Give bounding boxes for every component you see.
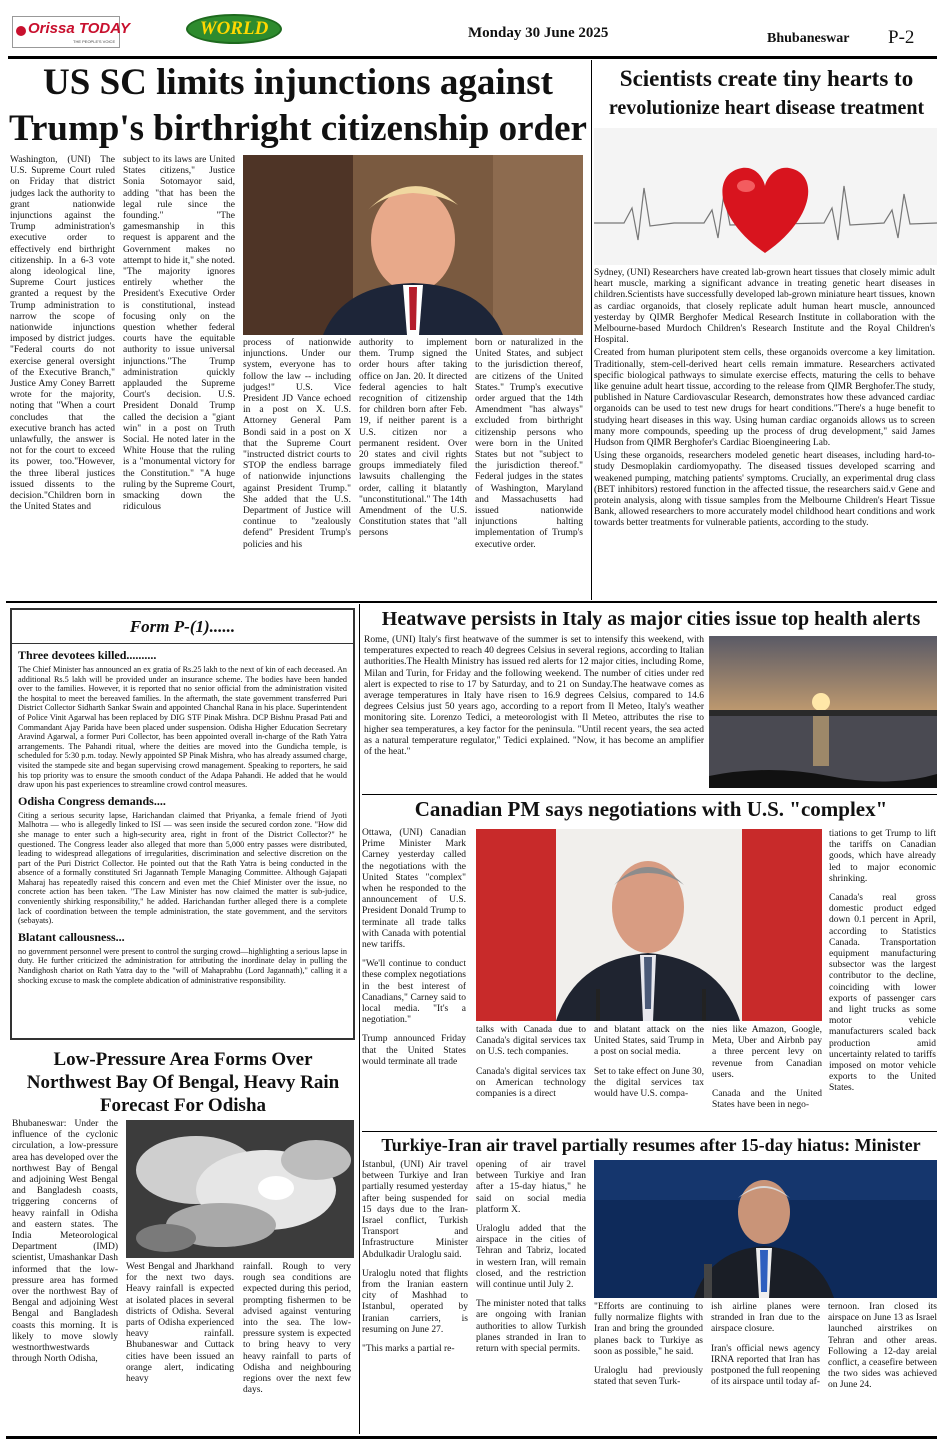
turkiye-column-3 [594,1302,703,1432]
heart-paragraph-2: Created from human pluripotent stem cells, these organoids overcome a key limitation. Traditionally, stem-cell-derived heart cells remain immature. Researchers activated specific biological pathways to simulate exercise effects, maturing the cells to behave like genuine adult heart tissue, according to the release from QIMR Berghofer.The study, published in Nature Cardiovascular Research, demonstrates how these advanced cardiac organoids can be used to test new drugs for heart conditions."There's a huge benefit to studying heart diseases in this way. Using human cardiac organoids allows us to screen many more compounds, speeding up the process of drug development," said James Hudson from QIMR Berghofer's Cardiac Bioengineering Lab. [594,348,935,449]
italy-body: Rome, (UNI) Italy's first heatwave of the summer is set to intensify this weekend, with temperatures expected to reach 40 degrees Celsius in several regions, according to Italian authorities.The Health Ministry has issued red alerts for 12 major cities, including Rome, Milan and Turin, for Friday and the following weekend. The number of cities under red alert is expected to rise to 17 by Saturday, and to 21 on Sunday.The heatwave comes as average temperatures in Italy have risen to 16.9 degrees Celsius, compared to 14.6 degrees Celsius just 50 years ago, according to a report from Il Meteo, Italy's weather monitoring site. Lorenzo Tedici, a meteorologist with Il Meteo, attributes the rise to higher sea temperatures, a key factor for the peninsula. "Until recent years, the sea acted as a natural temperature regulator," Tedici explained. "Now, it has become an amplifier of the heat." [364,635,704,758]
low-pressure-headline: Low-Pressure Area Forms Over Northwest Bay Of Bengal, Heavy Rain Forecast For Odisha [26,1049,340,1116]
us-sc-column-3: process of nationwide injunctions. Under our system, everyone has to follow the law -- including judges!" U.S. Vice President JD Vance echoed in a post on X. U.S. Attorney General Pam Bondi said in a post on X that the Supreme Court "instructed district courts to STOP the endless barrage of nationwide injunctions against President Trump." She added that the U.S. Department of Justice will continue to "zealously defend" President Trump's policies and his [243,338,351,550]
section-badge [186,14,282,44]
trump-photo [243,155,583,335]
turkiye-col3-p2: Uraloglu had previously stated that seven Turk- [594,1366,703,1388]
canada-headline: Canadian PM says negotiations with U.S. "complex" [414,797,888,821]
heart-paragraph-3: Using these organoids, researchers modeled genetic heart diseases, including hard-to-study Desmoplakin cardiomyopathy. The diseased tissues developed scarring and weakened pumping, matching patients' symptoms. Crucially, an experimental drug class (BET inhibitors) restored function in the affected tissue, the researchers said.v Gene and protein analysis, along with tissue samples from the Melbourne Children's Heart Tissue Bank, allowed researchers to more accurately model childhood heart conditions and work towards better treatments for vulnerable patients, according to the study. [594,451,935,529]
turkiye-col1-p2: Uraloglu noted that flights from the Iranian eastern city of Mashhad to Istanbul, operated by Iranian carriers, is resuming on June 27. [362,1268,468,1335]
logo [12,16,130,48]
us-sc-column-1: Washington, (UNI) The U.S. Supreme Court ruled on Friday that district judges lack the authority to grant nationwide injunctions against the Trump administration's executive order to effectively end birthright citizenship. In a 6-3 vote along ideological line, Supreme Court justices granted a request by the Trump administration to narrow the scope of nationwide injunctions imposed by district judges. "Federal courts do not exercise general oversight of the Executive Branch," Justice Amy Coney Barrett wrote for the majority, noting that "When a court concludes that the executive branch has acted unlawfully, the answer is not for the court to exceed its power, too."However, the three liberal justices issued dissents to the decision."Children born in the United States and [10,155,115,513]
divider-italy-canada [362,794,937,795]
turkiye-col4-p2: Iran's official news agency IRNA reported that Iran has postponed the full reopening of its airspace until today af- [711,1343,820,1388]
turkiye-col1-p3: "This marks a partial re- [362,1344,455,1355]
heart-ecg-illustration [594,128,937,265]
us-sc-headline-line1: US SC limits injunctions against [43,62,553,103]
form-section-1-text: The Chief Minister has announced an ex gratia of Rs.25 lakh to the next of kin of each deceased. An additional Rs.5 lakh will be provided under an insurance scheme. The bodies have been handed over to the families. However, it is reported that no senior official from the administration visited the hospital to meet the bereaved families. In the aftermath, the state government transferred Puri District Collector Sidharth Sankar Swain and appointed Chanchal Rana in his place. Superintendent of Police Vinit Agarwal has been replaced by DIG STF Pinak Mishra. DCP Bishnu Prasad Pati and Commandant Ajay Parida have been placed under suspension. Odisha Higher Education Secretary Aravind Agarwal, a former Puri Collector, has been appointed overall in-charge of the Rath Yatra arrangements. The Pahandi ritual, where the deities are moved into the Gundicha temple, is scheduled for 5:30 p.m. today. Newly appointed SP Pinak Mishra, who has already assumed charge, visited the stampede site and began supervising crowd management. Speaking to reporters, he said his top priority was to ensure the smooth conduct of the Adapa Pahandi. He added that he would draw upon his past experiences to streamline crowd control measures. [18,665,347,790]
turkiye-column-1 [362,1160,468,1432]
form-section-3-title: Blatant callousness... [18,929,125,944]
divider-canada-turkiye [362,1131,937,1132]
masthead-rule [8,56,937,59]
us-sc-headline [6,60,590,152]
us-sc-headline-line2: Trump's birthright citizenship order [9,108,587,149]
us-sc-column-4: authority to implement them. Trump signed the order hours after taking office on Jan. 20. It directed federal agencies to halt recognition of citizenship for children born after Feb. 19, if neither parent is a U.S. citizen nor a permanent resident. Over 20 states and civil rights groups immediately filed lawsuits challenging the order, calling it blatantly "unconstitutional." The 14th Amendment of the U.S. Constitution states that "all persons [359,338,467,539]
page-number: P-2 [888,27,915,48]
low-pressure-column-1: Bhubaneswar: Under the influence of the cyclonic circulation, a low-pressure area has developed over the northwest Bay of Bengal and adjoining West Bengal and Bangladesh coasts, triggering concerns of heavy rainfall in Odisha and eastern states. The India Meteorological Department (IMD) scientist, Umashankar Dash informed that the low-pressure area has formed over the northwest Bay of Bengal and adjoining West Bengal and Bangladesh coasts this morning. It is likely to move slowly westnorthwestwards through North Odisha, [12,1119,118,1365]
form-section-2-text: Citing a serious security lapse, Harichandan claimed that Priyanka, a female friend of Jyoti Malhotra — who is allegedly linked to ISI — was seen inside the secured cordon zone. "How did she manage to enter such a high-security area, right in front of the District Collector?" he questioned. The Congress leader also alleged that more than 5,000 entry passes were distributed, leading to widespread allegations of irregularities, discrimination and selective discretion on the part of the Puri District Collector. He pointed out that the Rath Yatra is being conducted in the absence of a formally constituted Sri Jagannath Temple Managing Committee. Although Gajapati Maharaj has repeatedly raised this concern and even met the Chief Minister over the issue, no concrete action has been taken. "The Law Minister has now claimed the matter is sub-judice, conveniently shirking responsibility," he added. Harichandan further alleged there is a complete lack of coordination between the temple administration, the state government, and the servitors (sebayats). [18,810,347,926]
canada-col2-p2: Canada's digital services tax on American technology companies is a direct [476,1066,586,1100]
heart-paragraph-1: Sydney, (UNI) Researchers have created lab-grown heart tissues that closely mimic adult heart muscle, marking a significant advance in treating genetic heart diseases in children.Scientists have successfully developed lab-grown miniature heart tissues, known as cardiac organoids, that closely replicate adult human heart muscle, announced yesterday by QIMR Berghofer Medical Research Institute in collaboration with the Melbourne-based Murdoch Children's Research Institute and the Royal Children's Hospital. [594,268,935,346]
satellite-cloud-illustration [126,1120,354,1258]
divider-mid-horizontal [6,601,937,603]
divider-lower-center [359,604,360,1434]
form-section-3-text: no government personnel were present to control the surging crowd—highlighting a serious lapse in duty. He further criticized the administration for attributing the inordinate delay in pulling the Nandighosh chariot on Rath Yatra day to the "will of Mahaprabhu (Lord Jagannath)," calling it a shocking excuse to mask the complete abdication of administrative responsibility. [18,946,347,985]
carney-photo [476,829,822,1021]
canada-col1-p1: Ottawa, (UNI) Canadian Prime Minister Mark Carney yesterday called the negotiations with the United States "complex" when he responded to the announcement of U.S. President Donald Trump to terminate all trade talks with Canada with potential new tariffs. [362,828,466,951]
canada-column-4 [712,1025,822,1130]
turkiye-col2-p2: Uraloglu added that the airspace in the cities of Tehran and Tabriz, located in western Iran, will remain closed, and the restriction will continue until July 2. [476,1224,586,1291]
form-title: Form P-(1)...... [129,617,236,636]
canada-column-5 [829,829,936,1130]
canada-col1-p2: "We'll continue to conduct these complex negotiations in the best interest of Canadians," Carney said to local media. "It's a negotiation." [362,959,466,1026]
turkiye-col2-p3: The minister noted that talks are ongoing with Iranian authorities to allow Turkish planes stranded in Iran to return with special permits. [476,1299,586,1355]
carney-press-illustration [476,829,822,1021]
canada-col3-p2: Set to take effect on June 30, the digital services tax would have U.S. compa- [594,1066,704,1100]
turkiye-col2-p1: opening of air travel between Turkiye and Iran after a 15-day hiatus," he said on social media platform X. [476,1160,586,1215]
canada-col4-p2: Canada and the United States have been in nego- [712,1089,822,1111]
trump-photo-illustration [243,155,583,335]
form-section-2-title: Odisha Congress demands.... [18,793,166,808]
masthead [0,0,945,58]
canada-col2-p1: talks with Canada due to Canada's digital services tax on U.S. tech companies. [476,1025,586,1058]
heart-headline-line2: revolutionize heart disease treatment [608,97,925,119]
canada-col1-p3: Trump announced Friday that the United States would terminate all trade [362,1034,466,1067]
low-pressure-column-2: West Bengal and Jharkhand for the next two days. Heavy rainfall is expected at isolated places in several districts of Odisha. Several parts of Odisha experienced heavy rainfall. Bhubaneswar and Cuttack cities have been issued an orange alert, indicating heavy [126,1262,234,1385]
turkiye-column-5: ternoon. Iran closed its airspace on June 13 as Israel launched airstrikes on Tehran and other areas. Following a 12-day areial conflict, a ceasefire between the two sides was achieved on June 24. [828,1302,937,1391]
heart-headline-line1: Scientists create tiny hearts to [619,66,914,91]
section-label: WORLD [199,18,269,39]
heart-body [594,268,935,598]
canada-column-2 [476,1025,586,1130]
italy-headline: Heatwave persists in Italy as major cities issue top health alerts [381,608,921,630]
footer-rule [6,1436,937,1439]
uraloglu-photo [594,1160,937,1298]
canada-col3-p1: and blatant attack on the United States, said Trump in a post on social media. [594,1025,704,1058]
turkiye-column-4 [711,1302,820,1432]
turkiye-col4-p1: ish airline planes were stranded in Iran due to the airspace closure. [711,1302,820,1335]
issue-date: Monday 30 June 2025 [468,25,609,41]
satellite-cloud-photo [126,1120,354,1258]
canada-col5-p2: Canada's real gross domestic product edged down 0.1 percent in April, according to Statistics Canada. Transportation equipment manufacturing subsector was the largest contributor to the decline, coinciding with lower exports of passenger cars and light trucks as some motor vehicle manufacturers scaled back production amid uncertainty related to tariffs imposed on motor vehicle exports to the United States. [829,893,936,1094]
us-sc-column-2: subject to its laws are United States citizens," Justice Sonia Sotomayor said, adding "that has been the legal rule since the founding." "The gamesmanship in this request is apparent and the Government makes no attempt to hide it," she noted. "The majority ignores entirely whether the President's Executive Order is constitutional, instead focusing only on the question whether federal courts have the equitable authority to issue universal injunctions."The Trump administration quickly applauded the Supreme Court's decision. U.S. President Donald Trump called the decision a "giant win" in a post on Truth Social. He noted later in the White House that the ruling is a "monumental victory for the Constitution." "A huge ruling by the Supreme Court, smacking down the ridiculous [123,155,235,513]
turkiye-col3-p1: "Efforts are continuing to fully normalize flights with Iran and bring the grounded planes back to Turkiye as soon as possible," he said. [594,1302,703,1357]
logo-text: Orissa TODAY [28,20,130,37]
logo-mark-icon [16,26,26,36]
form-box [10,608,355,1040]
low-pressure-column-3: rainfall. Rough to very rough sea conditions are expected during this period, prompting fishermen to be advised against venturing into the sea. The low-pressure system is expected to bring heavy to very heavy rainfall to parts of Odisha and neighbouring regions over the next few days. [243,1262,351,1396]
canada-col4-p1: nies like Amazon, Google, Meta, Uber and Airbnb pay a three percent levy on revenue from Canadian users. [712,1025,822,1080]
uraloglu-podium-illustration [594,1160,937,1298]
turkiye-column-2 [476,1160,586,1432]
canada-col5-p1: tiations to get Trump to lift the tariffs on Canadian goods, which have already led to major economic shrinking. [829,829,936,884]
canada-column-1 [362,828,466,1130]
us-sc-column-5: born or naturalized in the United States, and subject to the jurisdiction thereof, are citizens of the United States." Trump's executive order argued that the 14th Amendment "has always" excluded from birthright citizenship persons who were born in the United States but not "subject to the jurisdiction thereof." Federal judges in the states of Washington, Maryland and Massachusetts had issued nationwide injunctions halting implementation of Trump's executive order. [475,338,583,550]
turkiye-col1-p1: Istanbul, (UNI) Air travel between Turkiye and Iran partially resumed yesterday after being suspended for 15 days due to the Iran-Israel conflict, Turkish Transport and Infrastructure Minister Abdulkadir Uraloglu said. [362,1160,468,1260]
logo-subtitle: THE PEOPLE'S VOICE [73,39,116,44]
italy-sunset-photo [709,636,937,788]
turkiye-headline: Turkiye-Iran air travel partially resumes after 15-day hiatus: Minister [381,1135,921,1155]
divider-top-center [591,60,592,600]
sunset-sea-illustration [709,636,937,788]
heart-photo [594,128,937,265]
canada-column-3 [594,1025,704,1130]
heart-headline [594,64,939,122]
city: Bhubaneswar [767,31,850,46]
form-section-1-title: Three devotees killed.......... [18,648,157,662]
